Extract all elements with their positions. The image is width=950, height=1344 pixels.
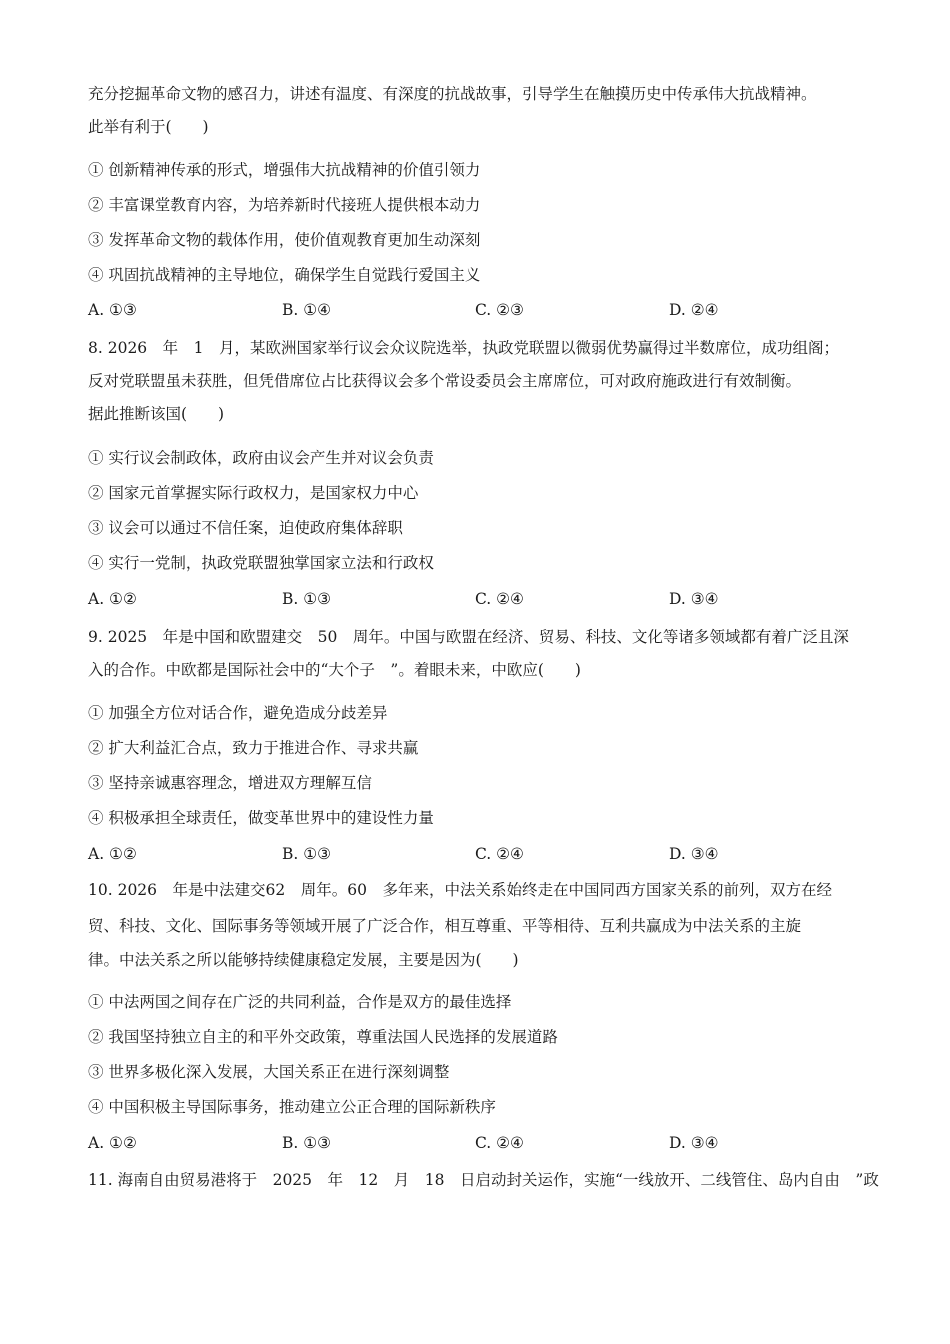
q8-statement-4: ④ 实行一党制，执政党联盟独掌国家立法和行政权: [88, 554, 434, 572]
q7-option-c[interactable]: C. ②③: [475, 301, 524, 319]
q7-option-d[interactable]: D. ②④: [669, 301, 719, 319]
q9-option-d[interactable]: D. ③④: [669, 845, 719, 863]
q8-stem-line-3: 据此推断该国( ): [88, 405, 225, 423]
q7-statement-1: ① 创新精神传承的形式，增强伟大抗战精神的价值引领力: [88, 161, 481, 179]
q7-option-a[interactable]: A. ①③: [88, 301, 137, 319]
q8-option-b[interactable]: B. ①③: [282, 590, 332, 608]
q7-statement-3: ③ 发挥革命文物的载体作用，使价值观教育更加生动深刻: [88, 231, 481, 249]
q10-stem-line-1: 10. 2026 年是中法建交62 周年。60 多年来，中法关系始终走在中国同西方国家关系的前列，双方在经: [88, 881, 832, 899]
q9-statement-2: ② 扩大利益汇合点，致力于推进合作、寻求共赢: [88, 739, 419, 757]
q8-option-c[interactable]: C. ②④: [475, 590, 524, 608]
q7-statement-2: ② 丰富课堂教育内容，为培养新时代接班人提供根本动力: [88, 196, 481, 214]
q10-option-b[interactable]: B. ①③: [282, 1134, 332, 1152]
q10-stem-line-3: 律。中法关系之所以能够持续健康稳定发展，主要是因为( ): [88, 951, 519, 969]
q9-options: [88, 844, 868, 864]
q9-statement-3: ③ 坚持亲诚惠容理念，增进双方理解互信: [88, 774, 372, 792]
q11-stem-line-1: 11. 海南自由贸易港将于 2025 年 12 月 18 日启动封关运作，实施“一线放开、二线管住、岛内自由 ”政: [88, 1171, 879, 1189]
q9-statement-4: ④ 积极承担全球责任，做变革世界中的建设性力量: [88, 809, 434, 827]
q10-statement-1: ① 中法两国之间存在广泛的共同利益，合作是双方的最佳选择: [88, 993, 512, 1011]
q9-statement-1: ① 加强全方位对话合作，避免造成分歧差异: [88, 704, 388, 722]
q10-option-a[interactable]: A. ①②: [88, 1134, 137, 1152]
q8-options: [88, 589, 868, 609]
q8-statement-1: ① 实行议会制政体，政府由议会产生并对议会负责: [88, 449, 434, 467]
q10-stem-line-2: 贸、科技、文化、国际事务等领域开展了广泛合作，相互尊重、平等相待、互利共赢成为中法关系的主旋: [88, 917, 802, 935]
q7-statement-4: ④ 巩固抗战精神的主导地位，确保学生自觉践行爱国主义: [88, 266, 481, 284]
q7-stem-line-2: 此举有利于( ): [88, 118, 209, 136]
q10-statement-3: ③ 世界多极化深入发展，大国关系正在进行深刻调整: [88, 1063, 450, 1081]
q9-option-c[interactable]: C. ②④: [475, 845, 524, 863]
q10-statement-4: ④ 中国积极主导国际事务，推动建立公正合理的国际新秩序: [88, 1098, 496, 1116]
q9-stem-line-2: 入的合作。中欧都是国际社会中的“大个子 ”。着眼未来，中欧应( ): [88, 661, 581, 679]
q10-option-c[interactable]: C. ②④: [475, 1134, 524, 1152]
q8-option-a[interactable]: A. ①②: [88, 590, 137, 608]
q8-statement-3: ③ 议会可以通过不信任案，迫使政府集体辞职: [88, 519, 403, 537]
q8-stem-line-2: 反对党联盟虽未获胜，但凭借席位占比获得议会多个常设委员会主席席位，可对政府施政进行有效制衡。: [88, 372, 802, 390]
q8-stem-line-1: 8. 2026 年 1 月，某欧洲国家举行议会众议院选举，执政党联盟以微弱优势赢得过半数席位，成功组阁；: [88, 339, 840, 357]
q9-option-a[interactable]: A. ①②: [88, 845, 137, 863]
q7-options: [88, 300, 868, 320]
q7-option-b[interactable]: B. ①④: [282, 301, 332, 319]
q10-option-d[interactable]: D. ③④: [669, 1134, 719, 1152]
q10-statement-2: ② 我国坚持独立自主的和平外交政策，尊重法国人民选择的发展道路: [88, 1028, 558, 1046]
q10-options: [88, 1133, 868, 1153]
q9-option-b[interactable]: B. ①③: [282, 845, 332, 863]
q8-option-d[interactable]: D. ③④: [669, 590, 719, 608]
q8-statement-2: ② 国家元首掌握实际行政权力，是国家权力中心: [88, 484, 419, 502]
q9-stem-line-1: 9. 2025 年是中国和欧盟建交 50 周年。中国与欧盟在经济、贸易、科技、文化等诸多领域都有着广泛且深: [88, 628, 849, 646]
q7-stem-line-1: 充分挖掘革命文物的感召力，讲述有温度、有深度的抗战故事，引导学生在触摸历史中传承伟大抗战精神。: [88, 85, 817, 103]
